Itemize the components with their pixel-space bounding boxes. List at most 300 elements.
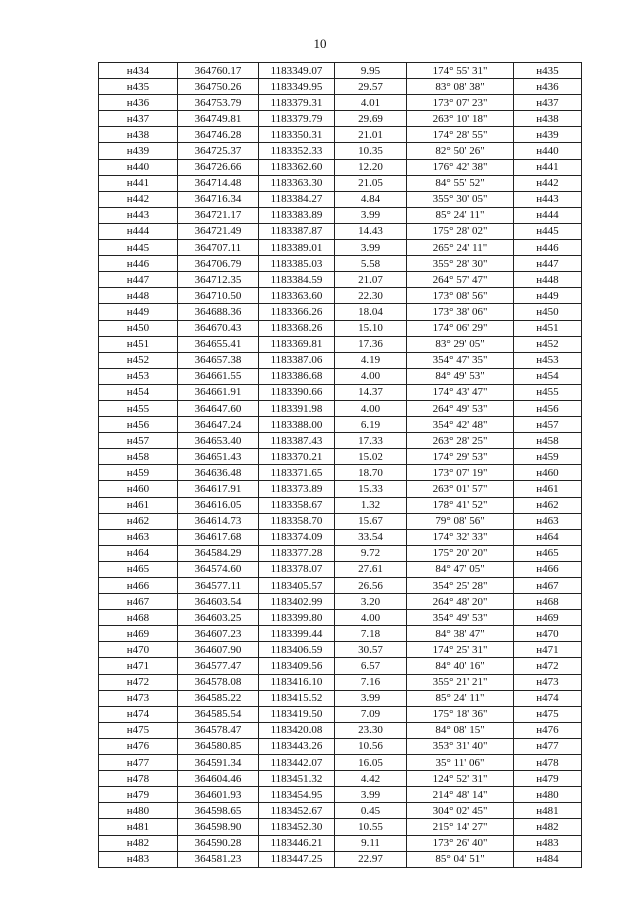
point-to-cell: н467 xyxy=(514,578,582,594)
y-coordinate-cell: 1183452.30 xyxy=(259,819,335,835)
bearing-cell: 85° 04' 51" xyxy=(407,851,514,867)
table-row xyxy=(99,256,582,272)
y-coordinate-cell: 1183358.70 xyxy=(259,513,335,529)
point-from-cell: н457 xyxy=(99,433,178,449)
table-row xyxy=(99,143,582,159)
x-coordinate-cell: 364647.60 xyxy=(178,400,259,416)
bearing-cell: 84° 55' 52" xyxy=(407,175,514,191)
bearing-cell: 174° 32' 33" xyxy=(407,529,514,545)
distance-cell: 17.33 xyxy=(335,433,407,449)
point-from-cell: н443 xyxy=(99,207,178,223)
bearing-cell: 215° 14' 27" xyxy=(407,819,514,835)
y-coordinate-cell: 1183363.60 xyxy=(259,288,335,304)
point-from-cell: н441 xyxy=(99,175,178,191)
point-from-cell: н467 xyxy=(99,594,178,610)
point-from-cell: н451 xyxy=(99,336,178,352)
point-to-cell: н475 xyxy=(514,706,582,722)
bearing-cell: 83° 08' 38" xyxy=(407,79,514,95)
y-coordinate-cell: 1183399.80 xyxy=(259,610,335,626)
x-coordinate-cell: 364653.40 xyxy=(178,433,259,449)
bearing-cell: 265° 24' 11" xyxy=(407,240,514,256)
point-from-cell: н447 xyxy=(99,272,178,288)
point-to-cell: н448 xyxy=(514,272,582,288)
x-coordinate-cell: 364746.28 xyxy=(178,127,259,143)
point-to-cell: н447 xyxy=(514,256,582,272)
y-coordinate-cell: 1183377.28 xyxy=(259,545,335,561)
point-to-cell: н471 xyxy=(514,642,582,658)
x-coordinate-cell: 364603.25 xyxy=(178,610,259,626)
y-coordinate-cell: 1183454.95 xyxy=(259,787,335,803)
x-coordinate-cell: 364750.26 xyxy=(178,79,259,95)
coordinates-table-body xyxy=(99,63,582,868)
point-from-cell: н453 xyxy=(99,368,178,384)
point-from-cell: н448 xyxy=(99,288,178,304)
bearing-cell: 264° 48' 20" xyxy=(407,594,514,610)
x-coordinate-cell: 364574.60 xyxy=(178,561,259,577)
x-coordinate-cell: 364707.11 xyxy=(178,240,259,256)
bearing-cell: 263° 10' 18" xyxy=(407,111,514,127)
y-coordinate-cell: 1183405.57 xyxy=(259,578,335,594)
table-row xyxy=(99,529,582,545)
distance-cell: 4.84 xyxy=(335,191,407,207)
distance-cell: 15.67 xyxy=(335,513,407,529)
y-coordinate-cell: 1183402.99 xyxy=(259,594,335,610)
y-coordinate-cell: 1183379.79 xyxy=(259,111,335,127)
x-coordinate-cell: 364636.48 xyxy=(178,465,259,481)
point-from-cell: н434 xyxy=(99,63,178,79)
distance-cell: 6.19 xyxy=(335,417,407,433)
x-coordinate-cell: 364670.43 xyxy=(178,320,259,336)
x-coordinate-cell: 364651.43 xyxy=(178,449,259,465)
distance-cell: 0.45 xyxy=(335,803,407,819)
distance-cell: 14.37 xyxy=(335,384,407,400)
point-from-cell: н454 xyxy=(99,384,178,400)
bearing-cell: 174° 25' 31" xyxy=(407,642,514,658)
point-to-cell: н451 xyxy=(514,320,582,336)
x-coordinate-cell: 364607.23 xyxy=(178,626,259,642)
x-coordinate-cell: 364585.22 xyxy=(178,690,259,706)
table-row xyxy=(99,610,582,626)
distance-cell: 3.99 xyxy=(335,240,407,256)
table-row xyxy=(99,626,582,642)
x-coordinate-cell: 364581.23 xyxy=(178,851,259,867)
bearing-cell: 175° 18' 36" xyxy=(407,706,514,722)
point-from-cell: н436 xyxy=(99,95,178,111)
point-from-cell: н462 xyxy=(99,513,178,529)
point-to-cell: н453 xyxy=(514,352,582,368)
point-from-cell: н449 xyxy=(99,304,178,320)
point-from-cell: н438 xyxy=(99,127,178,143)
bearing-cell: 353° 31' 40" xyxy=(407,738,514,754)
bearing-cell: 82° 50' 26" xyxy=(407,143,514,159)
table-row xyxy=(99,819,582,835)
point-from-cell: н464 xyxy=(99,545,178,561)
bearing-cell: 355° 28' 30" xyxy=(407,256,514,272)
coordinates-table xyxy=(98,62,582,868)
table-row xyxy=(99,513,582,529)
distance-cell: 5.58 xyxy=(335,256,407,272)
x-coordinate-cell: 364585.54 xyxy=(178,706,259,722)
distance-cell: 15.02 xyxy=(335,449,407,465)
bearing-cell: 84° 38' 47" xyxy=(407,626,514,642)
table-row xyxy=(99,433,582,449)
bearing-cell: 355° 21' 21" xyxy=(407,674,514,690)
bearing-cell: 354° 25' 28" xyxy=(407,578,514,594)
table-row xyxy=(99,545,582,561)
bearing-cell: 354° 49' 53" xyxy=(407,610,514,626)
point-from-cell: н482 xyxy=(99,835,178,851)
x-coordinate-cell: 364614.73 xyxy=(178,513,259,529)
table-row xyxy=(99,771,582,787)
y-coordinate-cell: 1183371.65 xyxy=(259,465,335,481)
y-coordinate-cell: 1183420.08 xyxy=(259,722,335,738)
point-to-cell: н437 xyxy=(514,95,582,111)
x-coordinate-cell: 364712.35 xyxy=(178,272,259,288)
distance-cell: 9.72 xyxy=(335,545,407,561)
point-from-cell: н463 xyxy=(99,529,178,545)
distance-cell: 15.10 xyxy=(335,320,407,336)
point-from-cell: н459 xyxy=(99,465,178,481)
table-row xyxy=(99,803,582,819)
point-from-cell: н461 xyxy=(99,497,178,513)
distance-cell: 3.99 xyxy=(335,787,407,803)
y-coordinate-cell: 1183406.59 xyxy=(259,642,335,658)
x-coordinate-cell: 364584.29 xyxy=(178,545,259,561)
bearing-cell: 85° 24' 11" xyxy=(407,207,514,223)
y-coordinate-cell: 1183415.52 xyxy=(259,690,335,706)
bearing-cell: 173° 38' 06" xyxy=(407,304,514,320)
table-row xyxy=(99,272,582,288)
distance-cell: 4.00 xyxy=(335,368,407,384)
point-from-cell: н455 xyxy=(99,400,178,416)
bearing-cell: 214° 48' 14" xyxy=(407,787,514,803)
distance-cell: 3.99 xyxy=(335,690,407,706)
point-from-cell: н474 xyxy=(99,706,178,722)
y-coordinate-cell: 1183349.95 xyxy=(259,79,335,95)
table-row xyxy=(99,191,582,207)
distance-cell: 26.56 xyxy=(335,578,407,594)
point-from-cell: н480 xyxy=(99,803,178,819)
distance-cell: 10.55 xyxy=(335,819,407,835)
point-from-cell: н483 xyxy=(99,851,178,867)
table-row xyxy=(99,674,582,690)
point-to-cell: н476 xyxy=(514,722,582,738)
bearing-cell: 174° 28' 55" xyxy=(407,127,514,143)
point-from-cell: н470 xyxy=(99,642,178,658)
bearing-cell: 124° 52' 31" xyxy=(407,771,514,787)
point-from-cell: н445 xyxy=(99,240,178,256)
y-coordinate-cell: 1183385.03 xyxy=(259,256,335,272)
distance-cell: 22.30 xyxy=(335,288,407,304)
x-coordinate-cell: 364749.81 xyxy=(178,111,259,127)
y-coordinate-cell: 1183370.21 xyxy=(259,449,335,465)
y-coordinate-cell: 1183389.01 xyxy=(259,240,335,256)
distance-cell: 4.19 xyxy=(335,352,407,368)
point-to-cell: н452 xyxy=(514,336,582,352)
x-coordinate-cell: 364655.41 xyxy=(178,336,259,352)
point-from-cell: н440 xyxy=(99,159,178,175)
x-coordinate-cell: 364616.05 xyxy=(178,497,259,513)
y-coordinate-cell: 1183416.10 xyxy=(259,674,335,690)
bearing-cell: 174° 55' 31" xyxy=(407,63,514,79)
distance-cell: 18.04 xyxy=(335,304,407,320)
point-to-cell: н463 xyxy=(514,513,582,529)
x-coordinate-cell: 364725.37 xyxy=(178,143,259,159)
x-coordinate-cell: 364661.55 xyxy=(178,368,259,384)
bearing-cell: 263° 28' 25" xyxy=(407,433,514,449)
point-from-cell: н479 xyxy=(99,787,178,803)
x-coordinate-cell: 364604.46 xyxy=(178,771,259,787)
bearing-cell: 264° 57' 47" xyxy=(407,272,514,288)
table-row xyxy=(99,690,582,706)
x-coordinate-cell: 364661.91 xyxy=(178,384,259,400)
bearing-cell: 84° 47' 05" xyxy=(407,561,514,577)
point-from-cell: н439 xyxy=(99,143,178,159)
bearing-cell: 304° 02' 45" xyxy=(407,803,514,819)
point-to-cell: н439 xyxy=(514,127,582,143)
x-coordinate-cell: 364601.93 xyxy=(178,787,259,803)
distance-cell: 29.69 xyxy=(335,111,407,127)
y-coordinate-cell: 1183388.00 xyxy=(259,417,335,433)
point-to-cell: н479 xyxy=(514,771,582,787)
y-coordinate-cell: 1183419.50 xyxy=(259,706,335,722)
y-coordinate-cell: 1183446.21 xyxy=(259,835,335,851)
bearing-cell: 173° 07' 23" xyxy=(407,95,514,111)
table-row xyxy=(99,95,582,111)
bearing-cell: 264° 49' 53" xyxy=(407,400,514,416)
distance-cell: 10.56 xyxy=(335,738,407,754)
distance-cell: 21.01 xyxy=(335,127,407,143)
point-to-cell: н484 xyxy=(514,851,582,867)
table-row xyxy=(99,288,582,304)
y-coordinate-cell: 1183350.31 xyxy=(259,127,335,143)
table-row xyxy=(99,175,582,191)
point-from-cell: н460 xyxy=(99,481,178,497)
y-coordinate-cell: 1183399.44 xyxy=(259,626,335,642)
bearing-cell: 84° 40' 16" xyxy=(407,658,514,674)
table-row xyxy=(99,417,582,433)
x-coordinate-cell: 364706.79 xyxy=(178,256,259,272)
distance-cell: 30.57 xyxy=(335,642,407,658)
point-from-cell: н472 xyxy=(99,674,178,690)
x-coordinate-cell: 364753.79 xyxy=(178,95,259,111)
x-coordinate-cell: 364603.54 xyxy=(178,594,259,610)
table-row xyxy=(99,111,582,127)
point-to-cell: н474 xyxy=(514,690,582,706)
distance-cell: 4.00 xyxy=(335,400,407,416)
table-row xyxy=(99,787,582,803)
point-from-cell: н468 xyxy=(99,610,178,626)
point-to-cell: н445 xyxy=(514,223,582,239)
point-to-cell: н458 xyxy=(514,433,582,449)
point-to-cell: н464 xyxy=(514,529,582,545)
y-coordinate-cell: 1183349.07 xyxy=(259,63,335,79)
distance-cell: 27.61 xyxy=(335,561,407,577)
x-coordinate-cell: 364590.28 xyxy=(178,835,259,851)
x-coordinate-cell: 364580.85 xyxy=(178,738,259,754)
bearing-cell: 174° 29' 53" xyxy=(407,449,514,465)
point-to-cell: н478 xyxy=(514,755,582,771)
point-to-cell: н449 xyxy=(514,288,582,304)
table-row xyxy=(99,578,582,594)
table-row xyxy=(99,207,582,223)
table-row xyxy=(99,497,582,513)
bearing-cell: 175° 28' 02" xyxy=(407,223,514,239)
table-row xyxy=(99,642,582,658)
bearing-cell: 175° 20' 20" xyxy=(407,545,514,561)
y-coordinate-cell: 1183379.31 xyxy=(259,95,335,111)
bearing-cell: 85° 24' 11" xyxy=(407,690,514,706)
table-row xyxy=(99,240,582,256)
distance-cell: 17.36 xyxy=(335,336,407,352)
y-coordinate-cell: 1183452.67 xyxy=(259,803,335,819)
table-row xyxy=(99,722,582,738)
y-coordinate-cell: 1183358.67 xyxy=(259,497,335,513)
x-coordinate-cell: 364760.17 xyxy=(178,63,259,79)
table-row xyxy=(99,851,582,867)
point-from-cell: н469 xyxy=(99,626,178,642)
point-from-cell: н456 xyxy=(99,417,178,433)
bearing-cell: 83° 29' 05" xyxy=(407,336,514,352)
distance-cell: 1.32 xyxy=(335,497,407,513)
bearing-cell: 174° 43' 47" xyxy=(407,384,514,400)
point-to-cell: н443 xyxy=(514,191,582,207)
point-from-cell: н476 xyxy=(99,738,178,754)
point-from-cell: н458 xyxy=(99,449,178,465)
table-row xyxy=(99,658,582,674)
table-row xyxy=(99,320,582,336)
point-to-cell: н446 xyxy=(514,240,582,256)
distance-cell: 12.20 xyxy=(335,159,407,175)
point-from-cell: н478 xyxy=(99,771,178,787)
x-coordinate-cell: 364577.47 xyxy=(178,658,259,674)
point-to-cell: н465 xyxy=(514,545,582,561)
distance-cell: 22.97 xyxy=(335,851,407,867)
bearing-cell: 79° 08' 56" xyxy=(407,513,514,529)
y-coordinate-cell: 1183362.60 xyxy=(259,159,335,175)
x-coordinate-cell: 364710.50 xyxy=(178,288,259,304)
bearing-cell: 355° 30' 05" xyxy=(407,191,514,207)
table-row xyxy=(99,79,582,95)
distance-cell: 33.54 xyxy=(335,529,407,545)
table-row xyxy=(99,400,582,416)
point-to-cell: н461 xyxy=(514,481,582,497)
bearing-cell: 173° 26' 40" xyxy=(407,835,514,851)
point-to-cell: н477 xyxy=(514,738,582,754)
x-coordinate-cell: 364617.68 xyxy=(178,529,259,545)
table-row xyxy=(99,159,582,175)
point-from-cell: н473 xyxy=(99,690,178,706)
y-coordinate-cell: 1183384.27 xyxy=(259,191,335,207)
point-to-cell: н441 xyxy=(514,159,582,175)
bearing-cell: 173° 07' 19" xyxy=(407,465,514,481)
point-to-cell: н456 xyxy=(514,400,582,416)
point-to-cell: н459 xyxy=(514,449,582,465)
point-from-cell: н481 xyxy=(99,819,178,835)
x-coordinate-cell: 364578.47 xyxy=(178,722,259,738)
y-coordinate-cell: 1183374.09 xyxy=(259,529,335,545)
point-to-cell: н455 xyxy=(514,384,582,400)
y-coordinate-cell: 1183447.25 xyxy=(259,851,335,867)
distance-cell: 9.11 xyxy=(335,835,407,851)
table-row xyxy=(99,352,582,368)
distance-cell: 6.57 xyxy=(335,658,407,674)
bearing-cell: 35° 11' 06" xyxy=(407,755,514,771)
point-to-cell: н440 xyxy=(514,143,582,159)
y-coordinate-cell: 1183442.07 xyxy=(259,755,335,771)
x-coordinate-cell: 364598.90 xyxy=(178,819,259,835)
x-coordinate-cell: 364716.34 xyxy=(178,191,259,207)
table-row xyxy=(99,368,582,384)
distance-cell: 3.20 xyxy=(335,594,407,610)
y-coordinate-cell: 1183443.26 xyxy=(259,738,335,754)
point-to-cell: н442 xyxy=(514,175,582,191)
y-coordinate-cell: 1183369.81 xyxy=(259,336,335,352)
y-coordinate-cell: 1183373.89 xyxy=(259,481,335,497)
bearing-cell: 263° 01' 57" xyxy=(407,481,514,497)
table-row xyxy=(99,738,582,754)
table-row xyxy=(99,594,582,610)
point-from-cell: н437 xyxy=(99,111,178,127)
x-coordinate-cell: 364657.38 xyxy=(178,352,259,368)
table-row xyxy=(99,127,582,143)
table-row xyxy=(99,755,582,771)
point-to-cell: н470 xyxy=(514,626,582,642)
table-row xyxy=(99,561,582,577)
point-from-cell: н452 xyxy=(99,352,178,368)
x-coordinate-cell: 364577.11 xyxy=(178,578,259,594)
distance-cell: 14.43 xyxy=(335,223,407,239)
point-to-cell: н480 xyxy=(514,787,582,803)
table-row xyxy=(99,835,582,851)
y-coordinate-cell: 1183451.32 xyxy=(259,771,335,787)
y-coordinate-cell: 1183383.89 xyxy=(259,207,335,223)
point-to-cell: н469 xyxy=(514,610,582,626)
y-coordinate-cell: 1183384.59 xyxy=(259,272,335,288)
table-row xyxy=(99,481,582,497)
bearing-cell: 176° 42' 38" xyxy=(407,159,514,175)
distance-cell: 7.16 xyxy=(335,674,407,690)
bearing-cell: 84° 08' 15" xyxy=(407,722,514,738)
point-to-cell: н444 xyxy=(514,207,582,223)
point-to-cell: н468 xyxy=(514,594,582,610)
y-coordinate-cell: 1183368.26 xyxy=(259,320,335,336)
point-from-cell: н450 xyxy=(99,320,178,336)
bearing-cell: 354° 47' 35" xyxy=(407,352,514,368)
distance-cell: 4.00 xyxy=(335,610,407,626)
page-number: 10 xyxy=(313,36,327,51)
point-to-cell: н472 xyxy=(514,658,582,674)
distance-cell: 21.05 xyxy=(335,175,407,191)
point-to-cell: н462 xyxy=(514,497,582,513)
distance-cell: 10.35 xyxy=(335,143,407,159)
distance-cell: 16.05 xyxy=(335,755,407,771)
table-row xyxy=(99,384,582,400)
point-to-cell: н481 xyxy=(514,803,582,819)
point-to-cell: н454 xyxy=(514,368,582,384)
point-from-cell: н446 xyxy=(99,256,178,272)
point-from-cell: н477 xyxy=(99,755,178,771)
y-coordinate-cell: 1183386.68 xyxy=(259,368,335,384)
bearing-cell: 354° 42' 48" xyxy=(407,417,514,433)
x-coordinate-cell: 364607.90 xyxy=(178,642,259,658)
table-row xyxy=(99,706,582,722)
x-coordinate-cell: 364598.65 xyxy=(178,803,259,819)
table-row xyxy=(99,304,582,320)
distance-cell: 7.09 xyxy=(335,706,407,722)
distance-cell: 18.70 xyxy=(335,465,407,481)
distance-cell: 3.99 xyxy=(335,207,407,223)
